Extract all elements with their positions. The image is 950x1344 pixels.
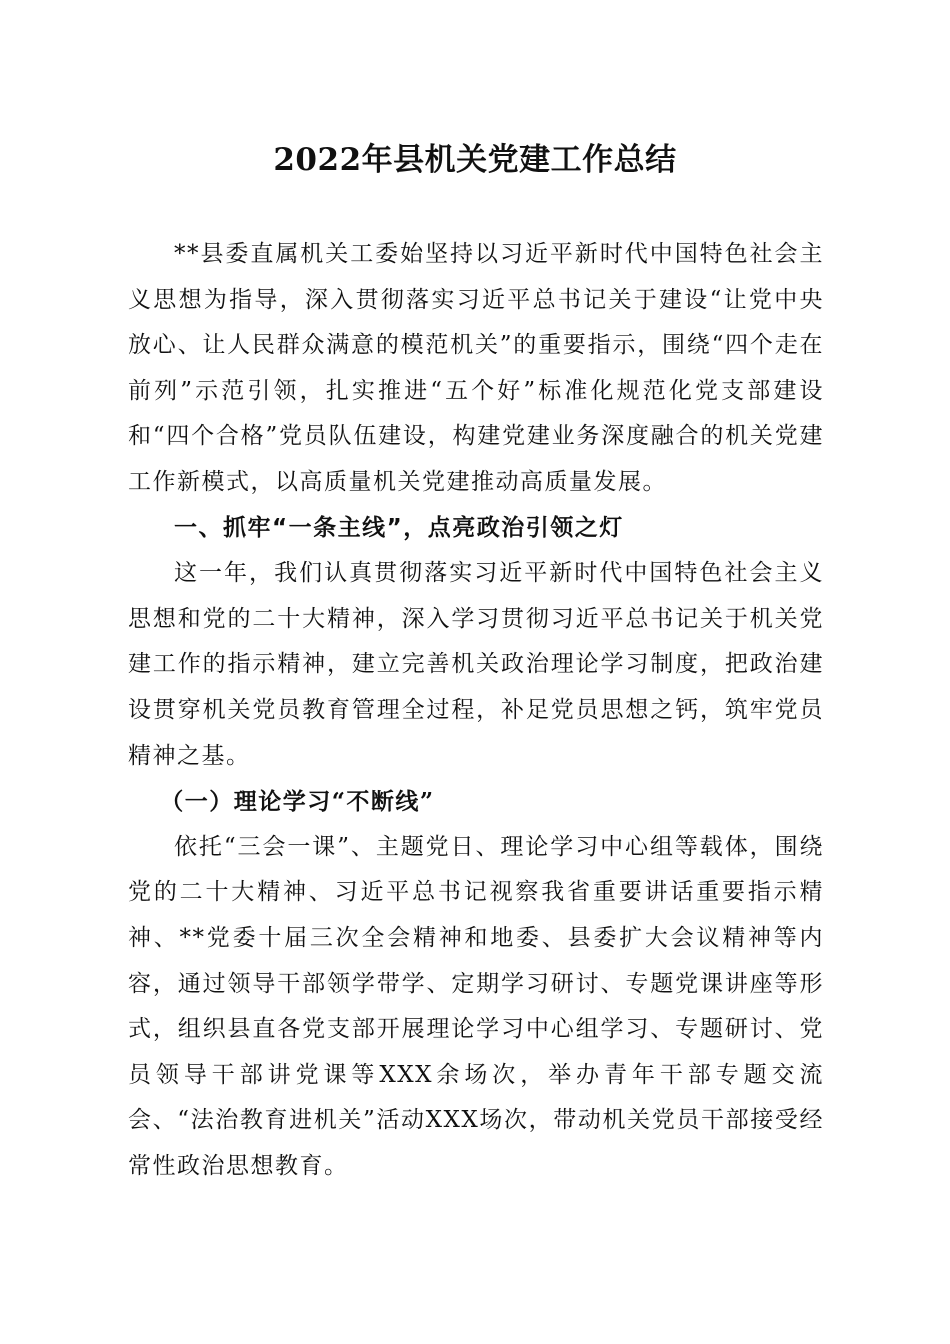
document-title: 2022年县机关党建工作总结 — [273, 142, 677, 178]
section-heading-1: 一、抓牢“一条主线”，点亮政治引领之灯 — [174, 514, 624, 541]
subsection-1-paragraph: 依托“三会一课”、主题党日、理论学习中心组等载体，围绕党的二十大精神、习近平总书记视察我省重要讲话重要指示精神、**党委十届三次全会精神和地委、县委扩大会议精神等内容，通过领导干部领学带学、定期学习研讨、专题党课讲座等形式，组织县直各党支部开展理论学习中心组学习、专题研讨、党员领导干部讲党课等XXX余场次，举办青年干部专题交流会、“法治教育进机关”活动XXX场次，带动机关党员干部接受经常性政治思想教育。 — [128, 833, 824, 1179]
subsection-heading-1: （一）理论学习“不断线” — [160, 788, 435, 816]
intro-paragraph: **县委直属机关工委始坚持以习近平新时代中国特色社会主义思想为指导，深入贯彻落实习近平总书记关于建设“让党中央放心、让人民群众满意的模范机关”的重要指示，围绕“四个走在前列”示范引领，扎实推进“五个好”标准化规范化党支部建设和“四个合格”党员队伍建设，构建党建业务深度融合的机关党建工作新模式，以高质量机关党建推动高质量发展。 — [128, 241, 824, 495]
section-1-paragraph: 这一年，我们认真贯彻落实习近平新时代中国特色社会主义思想和党的二十大精神，深入学习贯彻习近平总书记关于机关党建工作的指示精神，建立完善机关政治理论学习制度，把政治建设贯穿机关党员教育管理全过程，补足党员思想之钙，筑牢党员精神之基。 — [128, 560, 824, 769]
document-body — [128, 232, 824, 1189]
